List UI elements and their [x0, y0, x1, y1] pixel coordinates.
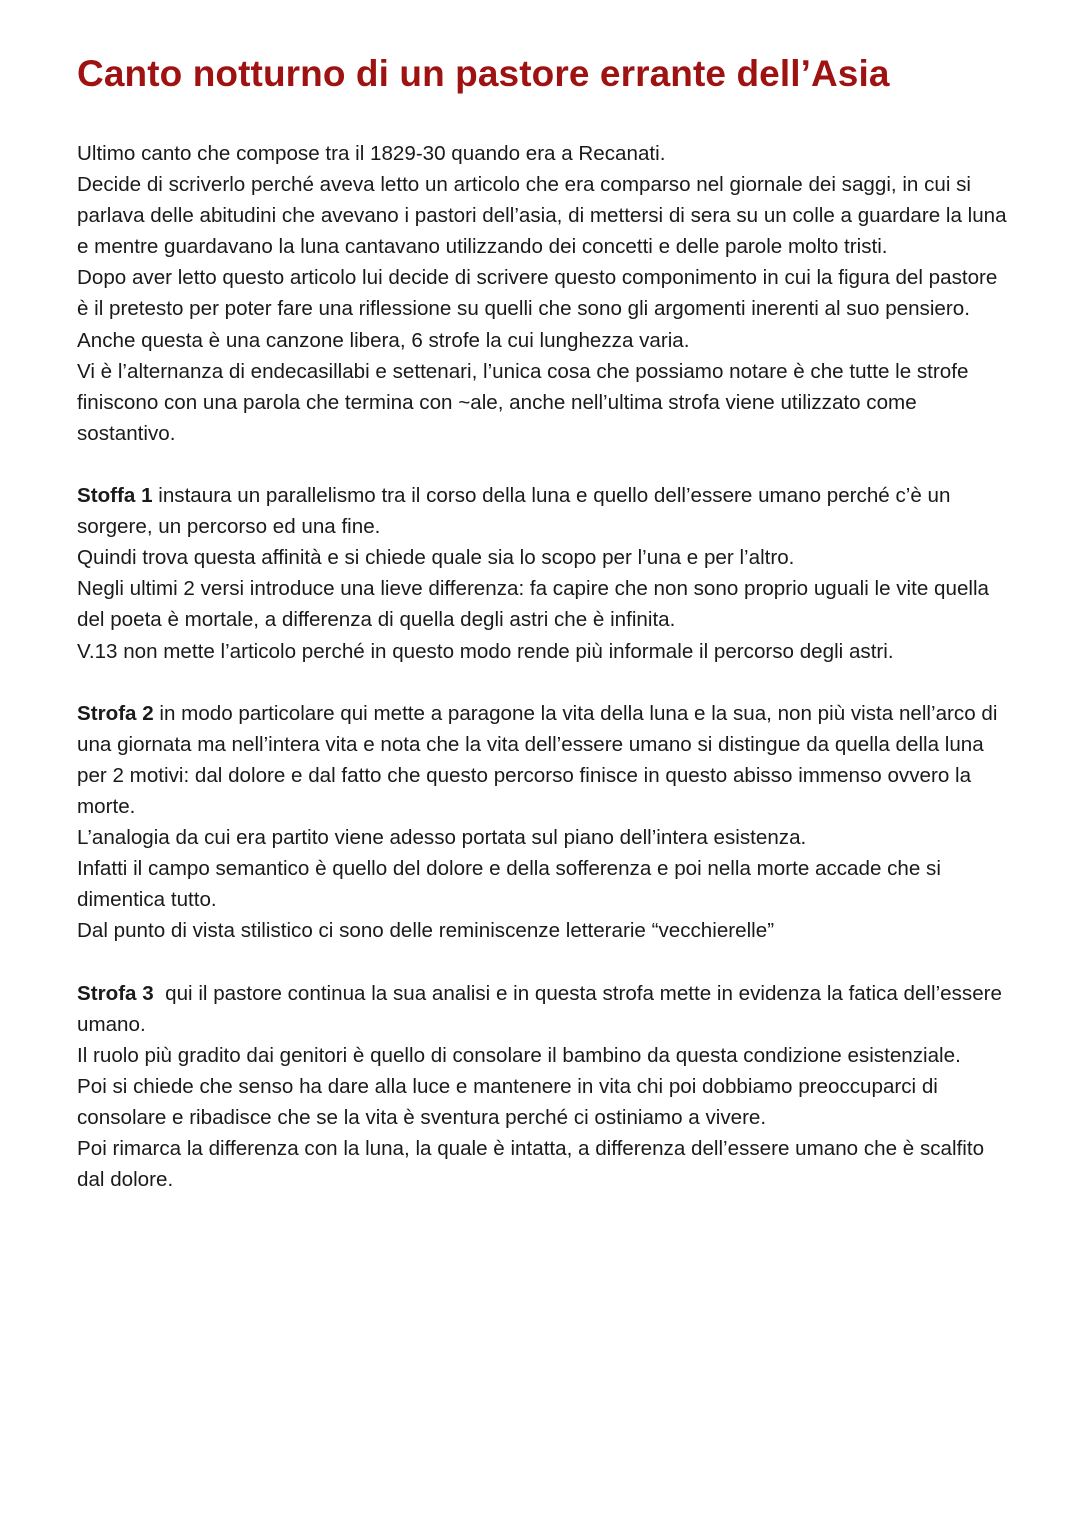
document-page: [77, 50, 1007, 1226]
strofa-2-paragraph: Infatti il campo semantico è quello del dolore e della sofferenza e poi nella morte accade che si dimentica tutto.: [77, 857, 941, 912]
strofa-3-first-paragraph: [77, 978, 1007, 1040]
strofa-1-first-paragraph: [77, 480, 1007, 542]
page-title: Canto notturno di un pastore errante dell’Asia: [77, 53, 890, 94]
strofa-2-section: [77, 698, 1007, 947]
strofa-2-paragraph: L’analogia da cui era partito viene adesso portata sul piano dell’intera esistenza.: [77, 826, 807, 850]
strofa-1-paragraph: Negli ultimi 2 versi introduce una lieve differenza: fa capire che non sono proprio uguali le vite quella del poeta è mortale, a differenza di quella degli astri che è infinita.: [77, 577, 989, 632]
strofa-1-text: instaura un parallelismo tra il corso della luna e quello dell’essere umano perché c’è un sorgere, un percorso ed una fine.: [77, 484, 951, 539]
strofa-2-text: in modo particolare qui mette a paragone la vita della luna e la sua, non più vista nell’arco di una giornata ma nell’intera vita e nota che la vita dell’essere umano si distingue da quella della luna per 2 motivi: dal dolore e dal fatto che questo percorso finisce in questo abisso immenso ovvero la morte.: [77, 701, 998, 818]
strofa-1-section: [77, 480, 1007, 667]
strofa-3-label: Strofa 3: [77, 981, 154, 1005]
intro-paragraph: Ultimo canto che compose tra il 1829-30 quando era a Recanati.: [77, 142, 666, 165]
strofa-2-first-paragraph: [77, 698, 1007, 822]
intro-section: [77, 138, 1007, 449]
strofa-3-paragraph: Il ruolo più gradito dai genitori è quello di consolare il bambino da questa condizione esistenziale.: [77, 1043, 961, 1067]
intro-paragraph: Anche questa è una canzone libera, 6 strofe la cui lunghezza varia.: [77, 328, 690, 352]
strofa-2-label: Strofa 2: [77, 701, 154, 725]
strofa-1-paragraph: V.13 non mette l’articolo perché in questo modo rende più informale il percorso degli astri.: [77, 639, 894, 663]
strofa-3-paragraph: Poi rimarca la differenza con la luna, la quale è intatta, a differenza dell’essere umano che è scalfito dal dolore.: [77, 1137, 985, 1192]
strofa-3-section: [77, 978, 1007, 1196]
strofa-1-paragraph: Quindi trova questa affinità e si chiede quale sia lo scopo per l’una e per l’altro.: [77, 546, 795, 570]
intro-paragraph: Dopo aver letto questo articolo lui decide di scrivere questo componimento in cui la figura del pastore è il pretesto per poter fare una riflessione su quelli che sono gli argomenti inerenti al suo pensiero.: [77, 266, 998, 321]
intro-paragraph: Decide di scriverlo perché aveva letto un articolo che era comparso nel giornale dei saggi, in cui si parlava delle abitudini che avevano i pastori dell’asia, di mettersi di sera su un colle a guardare la luna e mentre guardavano la luna cantavano utilizzando dei concetti e delle parole molto tristi.: [77, 173, 1007, 259]
intro-paragraph: Vi è l’alternanza di endecasillabi e settenari, l’unica cosa che possiamo notare è che tutte le strofe finiscono con una parola che termina con ~ale, anche nell’ultima strofa viene utilizzato come sostantivo.: [77, 359, 969, 445]
strofa-1-label: Stoffa 1: [77, 484, 153, 508]
strofa-2-paragraph: Dal punto di vista stilistico ci sono delle reminiscenze letterarie “vecchierelle”: [77, 919, 775, 943]
strofa-3-paragraph: Poi si chiede che senso ha dare alla luce e mantenere in vita chi poi dobbiamo preoccuparci di consolare e ribadisce che se la vita è sventura perché ci ostiniamo a vivere.: [77, 1074, 938, 1129]
strofa-3-text: qui il pastore continua la sua analisi e in questa strofa mette in evidenza la fatica dell’essere umano.: [77, 981, 1008, 1036]
